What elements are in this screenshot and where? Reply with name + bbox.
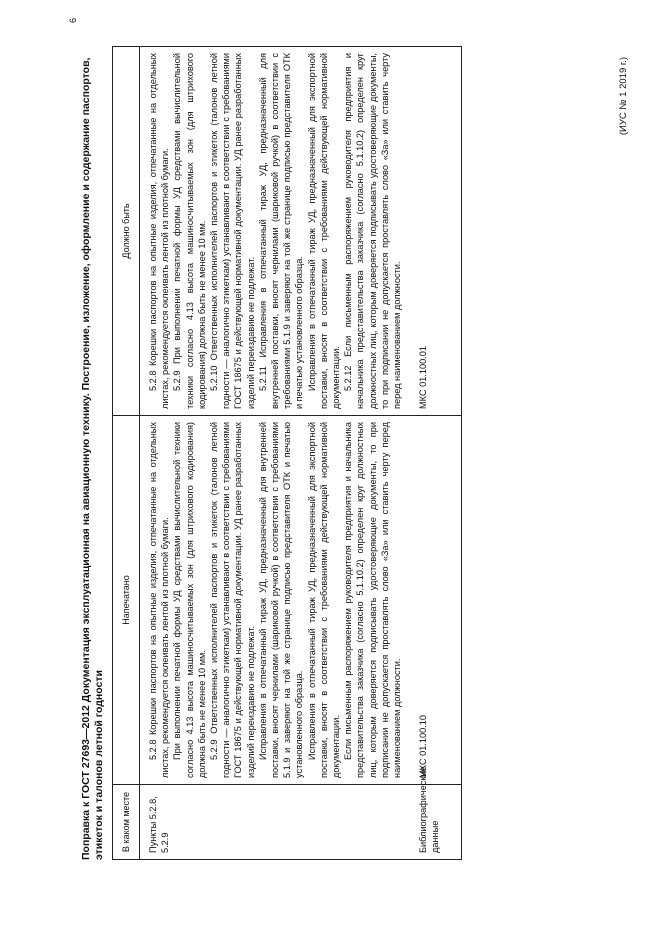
printed-paragraph: Исправления в отпечатанный тираж УД, предназначенный для экспортной поставки, вносят в соответствии с требованиями действующей нормативной документации. [306, 422, 342, 778]
should-be-cell: МКС 01.100.01 [407, 47, 462, 416]
header-place: В каком месте [113, 785, 140, 860]
header-printed: Напечатано [113, 416, 140, 785]
printed-cell [140, 416, 408, 785]
amendment-heading: Поправка к ГОСТ 27693—2012 Документация эксплуатационная на авиационную технику. Построение, изложение, оформление и содержание паспортов, этикеток и талонов летной годности [80, 57, 105, 860]
should-be-paragraph: 5.2.11 Исправления в отпечатанный тираж УД, предназначенный для внутренней поставки, вносят чернилами (шариковой ручкой) в соответствии с требованиями 5.1.9 и заверяют на той же странице подписью представителя ОТК и печатью установленного образца. [257, 53, 305, 409]
place-cell: Библиографические данные [407, 785, 462, 860]
place-cell: Пункты 5.2.8, 5.2.9 [140, 785, 408, 860]
printed-paragraph: Если письменным распоряжением руководителя предприятия и начальника представительства заказчика (согласно 5.1.10.2) определен круг должностных лиц, которым доверяется подписывать удостоверяющие документы, то при подписании не допускается проставлять слово «За» или ставить черту перед наименованием должности. [343, 422, 403, 778]
should-be-paragraph: 5.2.8 Корешки паспортов на опытные изделия, отпечатанные на отдельных листах, рекомендуется оклеивать лентой из плотной бумаги. [148, 53, 171, 409]
table-header-row [113, 47, 140, 860]
printed-cell: МКС 01.100.10 [407, 416, 462, 785]
should-be-paragraph: 5.2.9 При выполнении печатной формы УД средствами вычислительной техники согласно 4.13 высота машиносчитываемых зон (для штрихового кодирования) должна быть не менее 10 мм. [172, 53, 207, 409]
printed-paragraph: Исправления в отпечатанный тираж УД, предназначенный для внутренней поставки, вносят чернилами (шариковой ручкой) в соответствии с требованиями 5.1.9 и заверяют на той же странице подписью представителя ОТК и печатью установленного образца. [257, 422, 305, 778]
amendment-table [112, 46, 462, 860]
issue-reference: (ИУС № 1 2019 г.) [618, 57, 629, 136]
printed-paragraph: 5.2.8 Корешки паспортов на опытные изделия, отпечатанные на отдельных листах, рекомендуется оклеивать лентой из плотной бумаги. [148, 422, 171, 778]
printed-paragraph: При выполнении печатной формы УД средствами вычислительной техники согласно 4.13 высота машиносчитываемых зон (для штрихового кодирования) должна быть не менее 10 мм. [172, 422, 207, 778]
header-should-be: Должно быть [113, 47, 140, 416]
should-be-cell [140, 47, 408, 416]
should-be-paragraph: 5.2.10 Ответственных исполнителей паспортов и этикеток (талонов летной годности — аналогично этикеткам) устанавливают в соответствии с требованиями ГОСТ 18675 и действующей нормативной документации. УД ранее разработанных изделий переиздавию не подлежат. [209, 53, 256, 409]
should-be-paragraph: 5.2.12 Если письменным распоряжением руководителя предприятия и начальника представительства заказчика (согласно 5.1.10.2) определен круг должностных лиц, которым доверяется подписывать удостоверяющие документы, то при подписании не допускается проставлять слово «За» или ставить черту перед наименованием должности. [343, 53, 403, 409]
table-row [140, 47, 408, 860]
table-row [407, 47, 462, 860]
printed-paragraph: 5.2.9 Ответственных исполнителей паспортов и этикеток (талонов летной годности — аналогично этикеткам) устанавливают в соответствии с требованиями ГОСТ 18675 и действующей нормативной документации. УД ранее разработанных изделий переиздавию не подлежат. [209, 422, 256, 778]
page-number: 6 [68, 17, 78, 23]
should-be-paragraph: Исправления в отпечатанный тираж УД, предназначенный для экспортной поставки, вносят в соответствии с требованиями действующей нормативной документации. [306, 53, 342, 409]
